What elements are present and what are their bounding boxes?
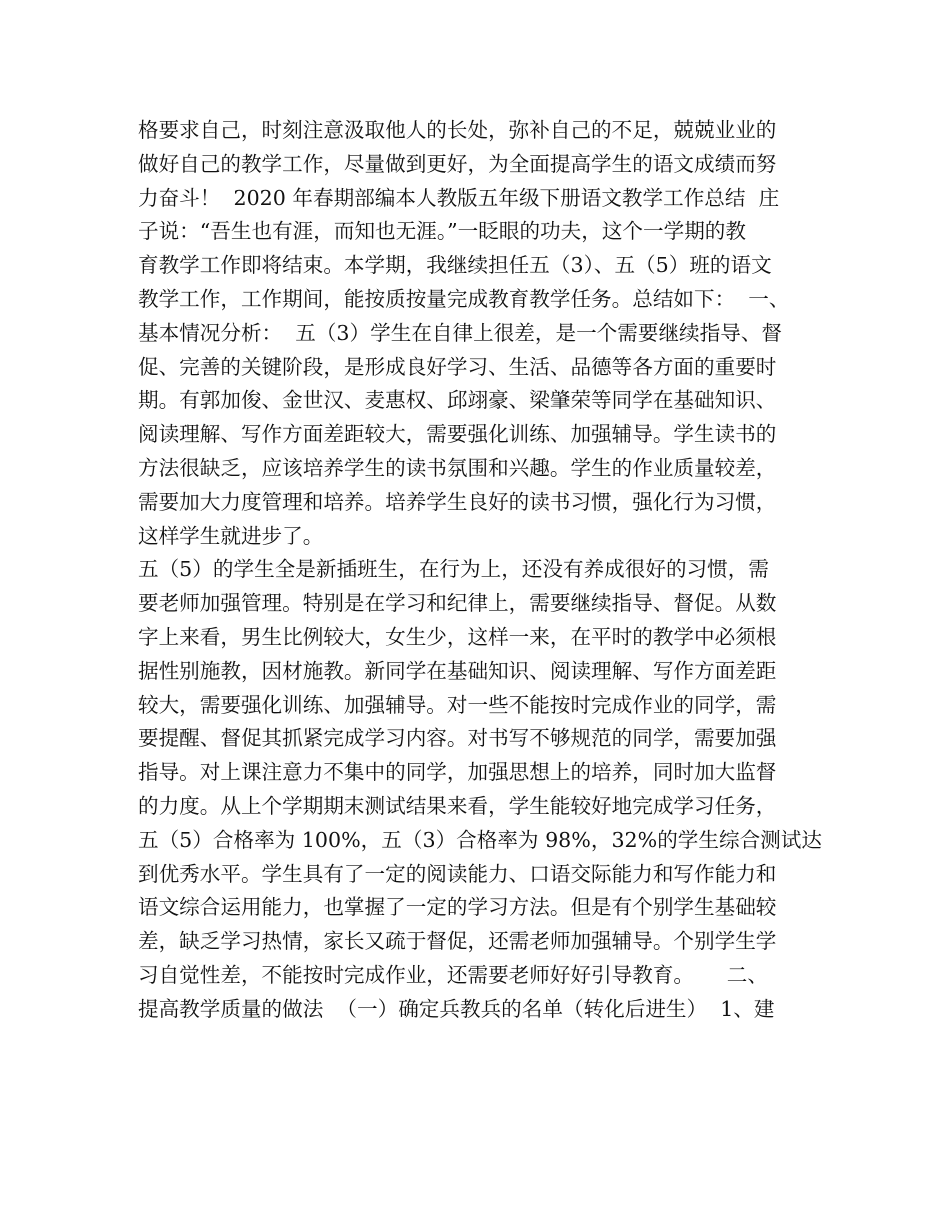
text-line-22: 五（5）合格率为 100%，五（3）合格率为 98%，32%的学生综合测试达 [138,827,822,852]
text-line-27: 提高教学质量的做法 （一）确定兵教兵的名单（转化后进生） 1、建 [138,996,775,1021]
text-line-15: 要老师加强管理。特别是在学习和纪律上，需要继续指导、督促。从数 [138,591,777,616]
text-line-8: 促、完善的关键阶段，是形成良好学习、生活、品德等各方面的重要时 [138,354,777,379]
text-line-3: 力奋斗！ 2020 年春期部编本人教版五年级下册语文教学工作总结 庄 [138,185,780,210]
text-line-6: 教学工作，工作期间，能按质按量完成教育教学任务。总结如下： 一、 [138,286,790,311]
text-line-14: 五（5）的学生全是新插班生，在行为上，还没有养成很好的习惯，需 [138,557,769,582]
text-line-12: 需要加大力度管理和培养。培养学生良好的读书习惯，强化行为习惯， [138,489,777,514]
text-line-9: 期。有郭加俊、金世汉、麦惠权、邱翊豪、梁肇荣等同学在基础知识、 [138,388,777,413]
text-line-7: 基本情况分析： 五（3）学生在自律上很差，是一个需要继续指导、督 [138,320,783,345]
text-line-10: 阅读理解、写作方面差距较大，需要强化训练、加强辅导。学生读书的 [138,422,777,447]
text-line-25: 差，缺乏学习热情，家长又疏于督促，还需老师加强辅导。个别学生学 [138,929,777,954]
text-line-24: 语文综合运用能力，也掌握了一定的学习方法。但是有个别学生基础较 [138,895,777,920]
text-line-11: 方法很缺乏，应该培养学生的读书氛围和兴趣。学生的作业质量较差， [138,455,777,480]
body-text [138,114,828,1027]
text-line-4: 子说：“吾生也有涯，而知也无涯。”一眨眼的功夫，这个一学期的教 [138,219,746,244]
text-line-19: 要提醒、督促其抓紧完成学习内容。对书写不够规范的同学，需要加强 [138,726,777,751]
text-line-1: 格要求自己，时刻注意汲取他人的长处，弥补自己的不足，兢兢业业的 [138,118,777,142]
text-line-20: 指导。对上课注意力不集中的同学，加强思想上的培养，同时加大监督 [138,760,777,785]
text-line-16: 字上来看，男生比例较大，女生少，这样一来，在平时的教学中必须根 [138,624,777,649]
text-line-17: 据性别施教，因材施教。新同学在基础知识、阅读理解、写作方面差距 [138,658,777,683]
text-line-21: 的力度。从上个学期期末测试结果来看，学生能较好地完成学习任务， [138,793,777,818]
text-line-13: 这样学生就进步了。 [138,523,324,548]
text-line-26: 习自觉性差，不能按时完成作业，还需要老师好好引导教育。 二、 [138,962,768,987]
text-line-2: 做好自己的教学工作，尽量做到更好，为全面提高学生的语文成绩而努 [138,151,777,176]
text-line-5: 育教学工作即将结束。本学期，我继续担任五（3）、五（5）班的语文 [138,253,772,278]
text-line-23: 到优秀水平。学生具有了一定的阅读能力、口语交际能力和写作能力和 [138,861,777,886]
text-line-18: 较大，需要强化训练、加强辅导。对一些不能按时完成作业的同学，需 [138,692,777,717]
